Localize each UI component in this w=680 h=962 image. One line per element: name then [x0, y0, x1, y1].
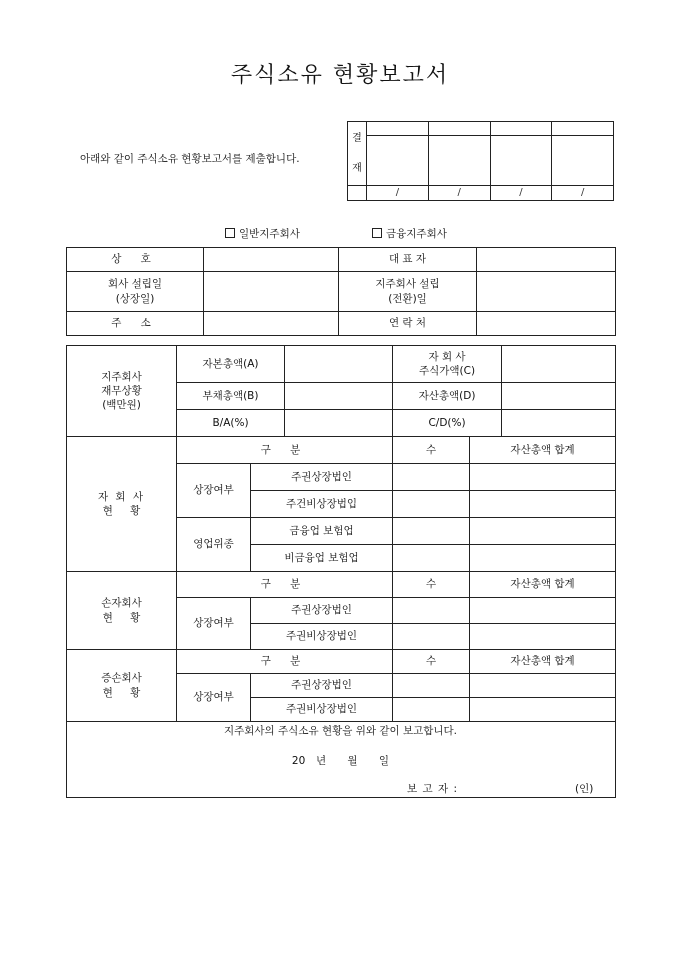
holding-established-label: 지주회사 설립 (전환)일 [339, 272, 477, 312]
sub-nonfin-ins-total[interactable] [470, 545, 616, 572]
grand-unlisted-total[interactable] [470, 624, 616, 650]
grand-listed-label: 주권상장법인 [251, 598, 393, 624]
sub-unlisted-label: 주건비상장법입 [251, 491, 393, 518]
great-listed-label: 주권상장법인 [251, 674, 393, 698]
report-statement: 지주회사의 주식소유 현황을 위와 같이 보고합니다. [223, 725, 458, 737]
established-label: 회사 설립일 (상장일) [67, 272, 204, 312]
approval-sign-4[interactable] [552, 136, 614, 186]
general-holding-label: 일반지주회사 [239, 228, 300, 240]
great-section-label: 증손회사 현 황 [67, 650, 177, 722]
approval-date-2[interactable]: / [428, 186, 490, 201]
sub-listed-total[interactable] [470, 464, 616, 491]
great-listed-total[interactable] [470, 674, 616, 698]
great-total-header: 자산총액 합계 [470, 650, 616, 674]
report-footer [67, 722, 616, 798]
debt-label: 부채총액(B) [177, 383, 285, 410]
seal-label: (인) [575, 783, 594, 795]
trade-name-field[interactable] [204, 248, 339, 272]
sub-unlisted-total[interactable] [470, 491, 616, 518]
sub-unlisted-count[interactable] [393, 491, 470, 518]
trade-name-label: 상 호 [67, 248, 204, 272]
basic-info-table [66, 247, 616, 336]
financial-holding-label: 금융지주회사 [386, 228, 447, 240]
assets-field[interactable] [502, 383, 616, 410]
sub-listed-label: 주권상장법인 [251, 464, 393, 491]
great-count-header: 수 [393, 650, 470, 674]
approval-sign-3[interactable] [490, 136, 552, 186]
sub-nonfin-ins-count[interactable] [393, 545, 470, 572]
ba-field[interactable] [285, 410, 393, 437]
finance-section-label: 지주회사 재무상황 (백만원) [67, 346, 177, 437]
holding-established-field[interactable] [477, 272, 616, 312]
report-date[interactable]: 20 년 월 일 [291, 755, 390, 767]
grand-listed-count[interactable] [393, 598, 470, 624]
financial-holding-option[interactable] [372, 226, 447, 241]
approval-position-1[interactable] [367, 122, 429, 136]
great-category-header: 구 분 [177, 650, 393, 674]
capital-label: 자본총액(A) [177, 346, 285, 383]
sub-business-label: 영업위종 [177, 518, 251, 572]
general-checkbox[interactable] [225, 228, 235, 238]
approval-label: 결 재 [348, 122, 367, 186]
sub-category-header: 구 분 [177, 437, 393, 464]
capital-field[interactable] [285, 346, 393, 383]
grand-total-header: 자산총액 합계 [470, 572, 616, 598]
grand-count-header: 수 [393, 572, 470, 598]
sub-total-header: 자산총액 합계 [470, 437, 616, 464]
sub-count-header: 수 [393, 437, 470, 464]
cd-field[interactable] [502, 410, 616, 437]
approval-table [347, 121, 614, 201]
address-label: 주 소 [67, 312, 204, 336]
contact-label: 연 락 처 [339, 312, 477, 336]
approval-position-3[interactable] [490, 122, 552, 136]
debt-field[interactable] [285, 383, 393, 410]
sub-section-label: 자 회 사 현 황 [67, 437, 177, 572]
grand-listed-total[interactable] [470, 598, 616, 624]
great-listing-label: 상장여부 [177, 674, 251, 722]
sub-listing-label: 상장여부 [177, 464, 251, 518]
approval-date-3[interactable]: / [490, 186, 552, 201]
representative-label: 대 표 자 [339, 248, 477, 272]
document-title: 주식소유 현황보고서 [230, 63, 450, 88]
sub-listed-count[interactable] [393, 464, 470, 491]
sub-fin-ins-count[interactable] [393, 518, 470, 545]
ba-label: B/A(%) [177, 410, 285, 437]
grand-listing-label: 상장여부 [177, 598, 251, 650]
approval-label-blank [348, 186, 367, 201]
grand-section-label: 손자회사 현 황 [67, 572, 177, 650]
cd-label: C/D(%) [393, 410, 502, 437]
approval-date-4[interactable]: / [552, 186, 614, 201]
great-listed-count[interactable] [393, 674, 470, 698]
grand-unlisted-count[interactable] [393, 624, 470, 650]
approval-position-2[interactable] [428, 122, 490, 136]
address-field[interactable] [204, 312, 339, 336]
assets-label: 자산총액(D) [393, 383, 502, 410]
contact-field[interactable] [477, 312, 616, 336]
sub-fin-ins-label: 금융업 보험업 [251, 518, 393, 545]
status-table [66, 345, 616, 798]
great-unlisted-total[interactable] [470, 698, 616, 722]
sub-fin-ins-total[interactable] [470, 518, 616, 545]
financial-checkbox[interactable] [372, 228, 382, 238]
intro-text: 아래와 같이 주식소유 현황보고서를 제출합니다. [80, 153, 300, 165]
grand-category-header: 구 분 [177, 572, 393, 598]
approval-date-1[interactable]: / [367, 186, 429, 201]
great-unlisted-count[interactable] [393, 698, 470, 722]
established-field[interactable] [204, 272, 339, 312]
representative-field[interactable] [477, 248, 616, 272]
approval-sign-2[interactable] [428, 136, 490, 186]
approval-position-4[interactable] [552, 122, 614, 136]
sub-stock-value-label: 자 회 사 주식가액(C) [393, 346, 502, 383]
great-unlisted-label: 주권비상장법인 [251, 698, 393, 722]
sub-stock-value-field[interactable] [502, 346, 616, 383]
approval-sign-1[interactable] [367, 136, 429, 186]
sub-nonfin-ins-label: 비금융업 보험업 [251, 545, 393, 572]
grand-unlisted-label: 주권비상장법인 [251, 624, 393, 650]
general-holding-option[interactable] [225, 226, 300, 241]
reporter-label: 보 고 자 : [407, 783, 458, 795]
